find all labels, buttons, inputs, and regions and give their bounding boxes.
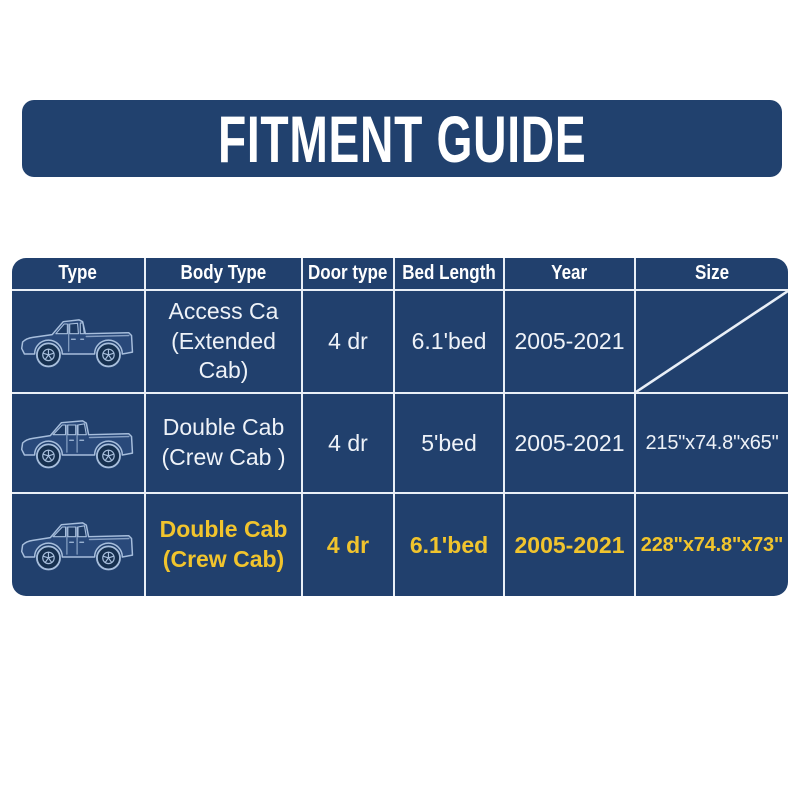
size-cell-not-available <box>636 291 788 394</box>
truck-extended-cab-icon <box>14 306 142 378</box>
bed-length-cell: 5'bed <box>395 394 505 494</box>
type-cell <box>12 394 146 494</box>
fitment-table <box>12 258 788 596</box>
column-header-bed-length: Bed Length <box>395 258 505 291</box>
body-type-cell <box>146 291 303 394</box>
size-cell: 215"x74.8"x65" <box>636 394 788 494</box>
truck-double-cab-icon <box>14 407 142 479</box>
column-header-body-type: Body Type <box>146 258 303 291</box>
body-type-cell <box>146 494 303 596</box>
body-type-line1: Access Ca <box>168 297 279 324</box>
type-cell <box>12 291 146 394</box>
column-header-year: Year <box>505 258 636 291</box>
body-type-cell <box>146 394 303 494</box>
column-header-type: Type <box>12 258 146 291</box>
body-type-line1: Double Cab <box>159 516 288 543</box>
page-title: FITMENT GUIDE <box>217 101 587 176</box>
body-type-line2: (Crew Cab ) <box>161 444 286 470</box>
year-cell: 2005-2021 <box>505 394 636 494</box>
year-cell: 2005-2021 <box>505 291 636 394</box>
column-header-size: Size <box>636 258 788 291</box>
type-cell <box>12 494 146 596</box>
bed-length-cell: 6.1'bed <box>395 494 505 596</box>
door-type-cell: 4 dr <box>303 494 395 596</box>
size-cell: 228"x74.8"x73" <box>640 533 784 556</box>
door-type-cell: 4 dr <box>303 394 395 494</box>
body-type-line2: (Crew Cab) <box>162 546 285 572</box>
column-header-door-type: Door type <box>303 258 395 291</box>
door-type-cell: 4 dr <box>303 291 395 394</box>
body-type-line1: Double Cab <box>162 414 285 441</box>
fitment-guide-banner <box>22 100 782 177</box>
body-type-line2: (Extended Cab) <box>171 327 276 384</box>
truck-double-cab-icon <box>14 509 142 581</box>
bed-length-cell: 6.1'bed <box>395 291 505 394</box>
year-cell: 2005-2021 <box>505 494 636 596</box>
na-diagonal-line <box>636 291 788 392</box>
